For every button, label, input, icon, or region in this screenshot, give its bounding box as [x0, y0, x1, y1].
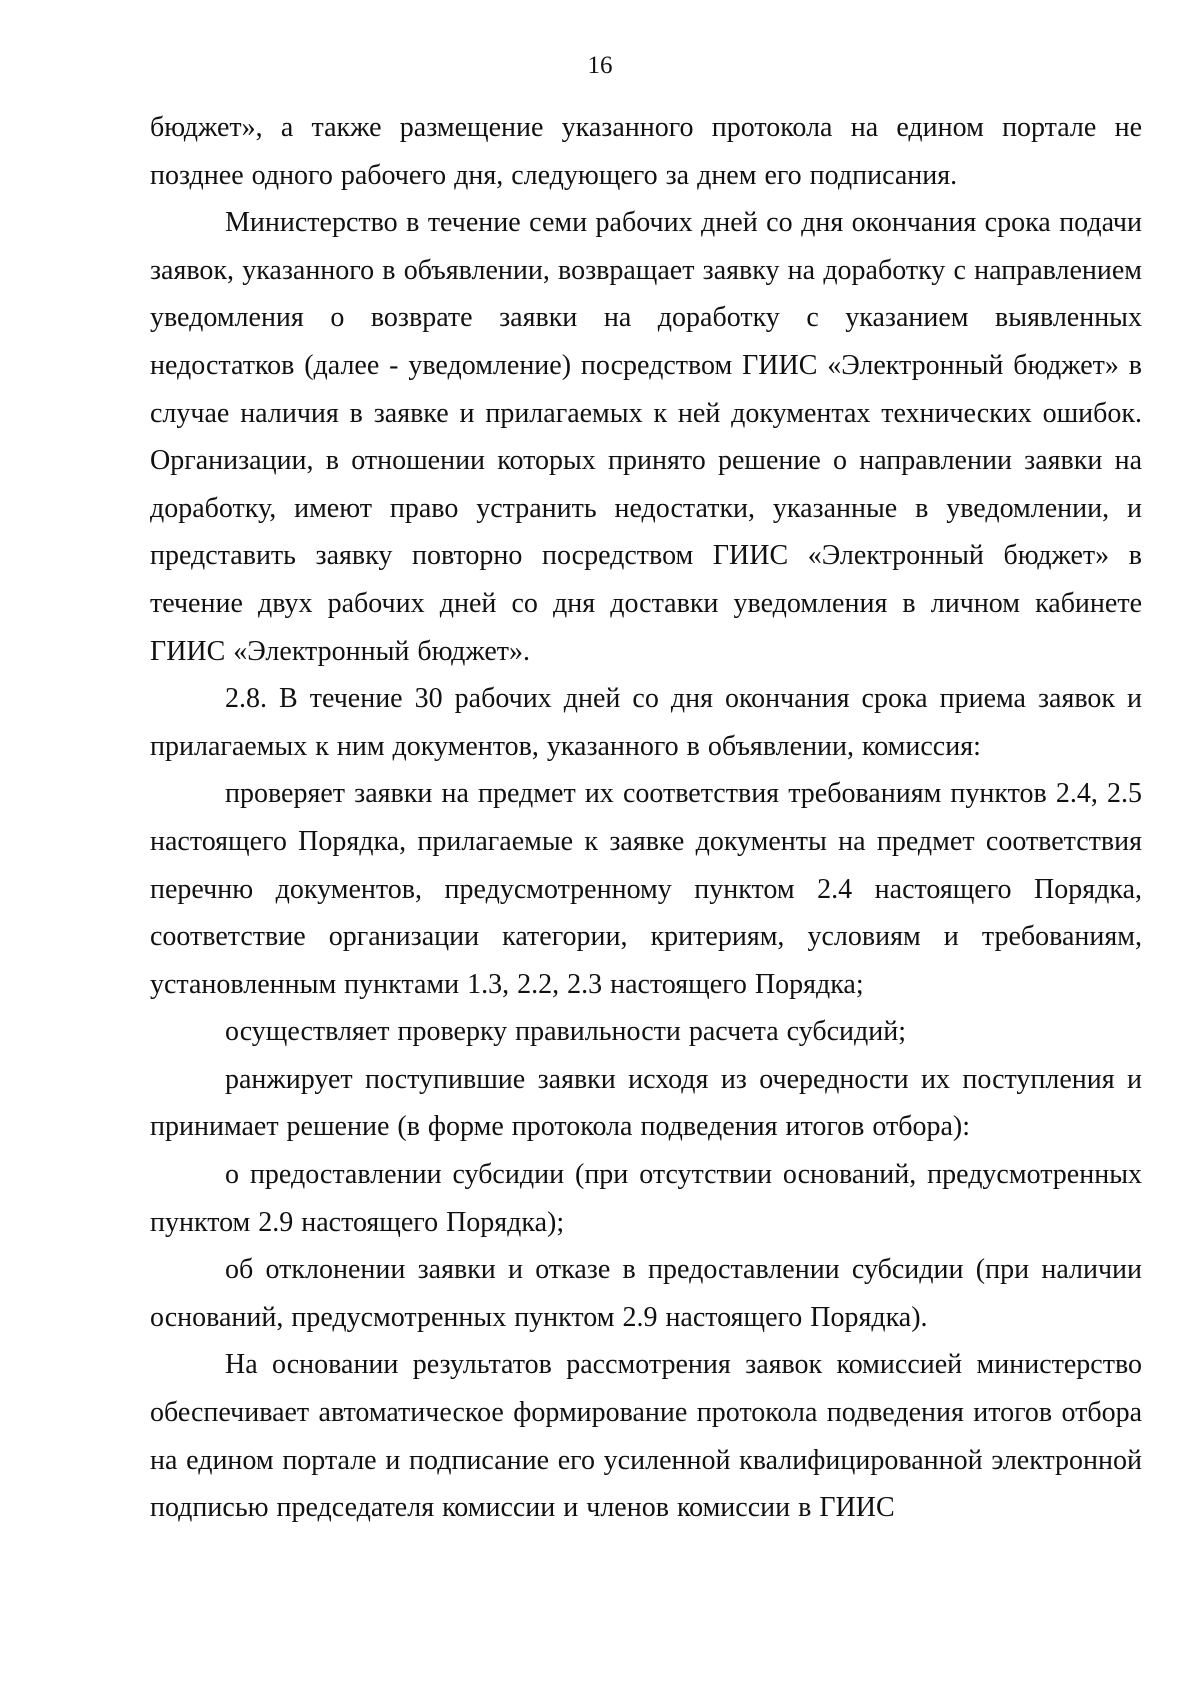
- paragraph-reject-application: об отклонении заявки и отказе в предоставлении субсидии (при наличии оснований, предусмотренных пунктом 2.9 настоящего Порядка).: [150, 1254, 1142, 1333]
- paragraph-checks-calculation: осуществляет проверку правильности расчета субсидий;: [225, 1016, 906, 1048]
- paragraph-checks-applications: проверяет заявки на предмет их соответствия требованиям пунктов 2.4, 2.5 настоящего Порядка, прилагаемые к заявке документы на предмет соответствия перечню документов, предусмотренному пунктом 2.4 настоящего Порядка, соответствие организации категории, критериям, условиям и требованиям, установленным пунктами 1.3, 2.2, 2.3 настоящего Порядка;: [150, 778, 1142, 1000]
- paragraph-2-8: 2.8. В течение 30 рабочих дней со дня окончания срока приема заявок и прилагаемых к ним документов, указанного в объявлении, комиссия:: [150, 683, 1142, 762]
- paragraph-ranks-applications: ранжирует поступившие заявки исходя из очередности их поступления и принимает решение (в форме протокола подведения итогов отбора):: [150, 1063, 1142, 1143]
- paragraph-continuation: бюджет», а также размещение указанного протокола на едином портале не позднее одного рабочего дня, следующего за днем его подписания.: [150, 112, 1142, 191]
- paragraph-protocol-formation: На основании результатов рассмотрения заявок комиссией министерство обеспечивает автоматическое формирование протокола подведения итогов отбора на едином портале и подписание его усиленной квалифицированной электронной подписью председателя комиссии и членов комиссии в ГИИС: [150, 1349, 1142, 1524]
- paragraph-ministry-return: Министерство в течение семи рабочих дней со дня окончания срока подачи заявок, указанного в объявлении, возвращает заявку на доработку с направлением уведомления о возврате заявки на доработку с указанием выявленных недостатков (далее - уведомление) посредством ГИИС «Электронный бюджет» в случае наличия в заявке и прилагаемых к ней документах технических ошибок. Организации, в отношении которых принято решение о направлении заявки на доработку, имеют право устранить недостатки, указанные в уведомлении, и представить заявку повторно посредством ГИИС «Электронный бюджет» в течение двух рабочих дней со дня доставки уведомления в личном кабинете ГИИС «Электронный бюджет».: [150, 207, 1142, 667]
- document-body: [150, 104, 1142, 1532]
- page-number: 16: [587, 52, 613, 79]
- paragraph-grant-subsidy: о предоставлении субсидии (при отсутствии оснований, предусмотренных пунктом 2.9 настоящего Порядка);: [150, 1159, 1142, 1238]
